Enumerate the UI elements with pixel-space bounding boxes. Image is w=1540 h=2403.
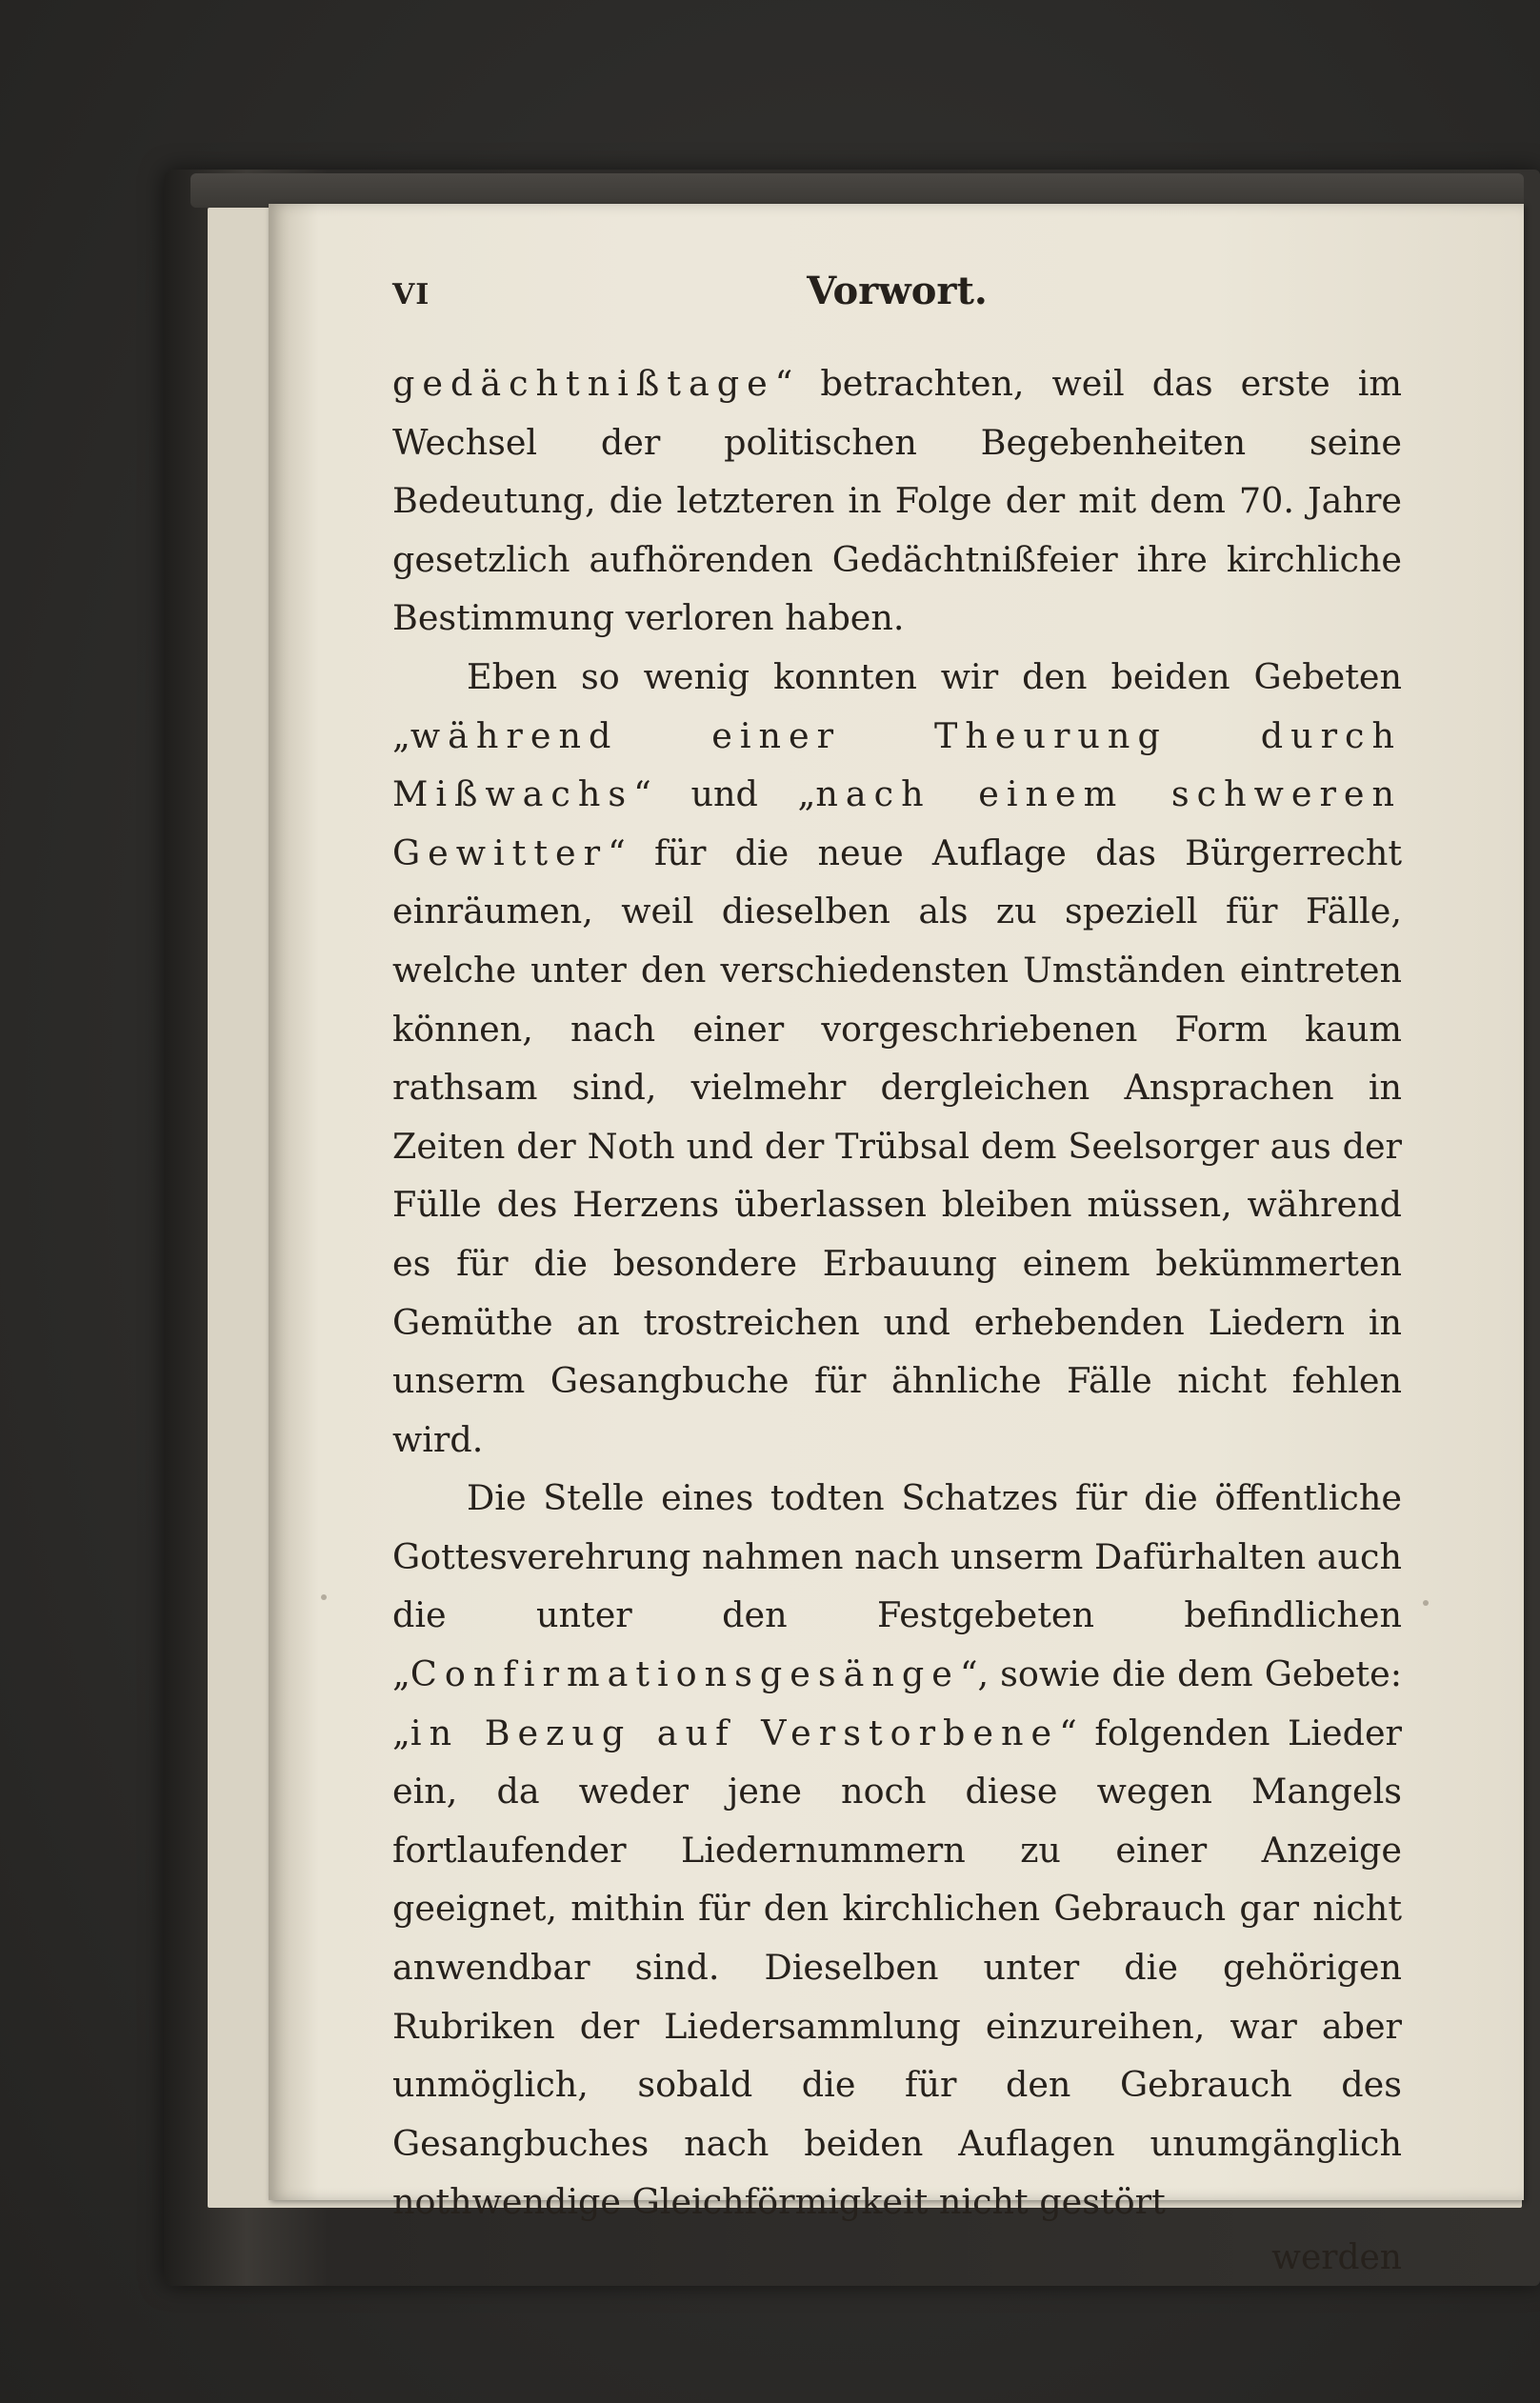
spaced-emphasis: Confirmationsgesänge <box>410 1653 960 1695</box>
body-text <box>392 354 1402 2232</box>
catchword: werden <box>1271 2238 1402 2277</box>
text-run: “ betrachten, weil das erste im Wechsel der politischen Begebenheiten seine Bedeutung, die letzteren in Folge der mit dem 70. Jahre gesetzlich aufhörenden Gedächtnißfeier ihre kirchliche Bestimmung verloren haben. <box>392 363 1402 639</box>
text-run: “ für die neue Auflage das Bürgerrecht einräumen, weil dieselben als zu speziell für Fälle, welche unter den verschiedensten Umständen eintreten können, nach einer vorgeschriebenen Form kaum rathsam sind, vielmehr dergleichen Ansprachen in Zeiten der Noth und der Trübsal dem Seelsorger aus der Fülle des Herzens überlassen bleiben müssen, während es für die besondere Erbauung einem bekümmerten Gemüthe an trostreichen und erhebenden Liedern in unserm Gesangbuche für ähnliche Fälle nicht fehlen wird. <box>392 831 1402 1460</box>
text-run: “ und „ <box>633 773 816 815</box>
book-cover-top-edge <box>190 173 1524 208</box>
text-run: Eben so wenig konnten wir den beiden Gebeten „ <box>392 655 1402 756</box>
page-header <box>392 261 1402 328</box>
book-page <box>269 204 1524 2277</box>
spaced-emphasis: gedächtnißtage <box>392 363 775 404</box>
paper-speck <box>321 1594 327 1600</box>
spaced-emphasis: während einer Theurung durch Mißwachs <box>392 714 1402 815</box>
running-title: Vorwort. <box>807 269 988 313</box>
page-number: VI <box>392 278 430 311</box>
page-content <box>392 261 1402 2277</box>
text-run: Die Stelle eines todten Schatzes für die öffentliche Gottesverehrung nahmen nach unserm Dafürhalten auch die unter den Festgebeten befindlichen „ <box>392 1477 1402 1695</box>
paragraph-1 <box>392 354 1402 648</box>
spaced-emphasis: in Bezug auf Verstorbene <box>410 1712 1060 1753</box>
spaced-emphasis: nach einem schweren Gewitter <box>392 773 1402 873</box>
text-run: “, sowie die dem Gebete: „ <box>392 1653 1402 1753</box>
paragraph-3 <box>392 1469 1402 2232</box>
paragraph-2 <box>392 648 1402 1469</box>
paper-speck <box>1423 1600 1429 1606</box>
text-run: “ folgenden Lieder ein, da weder jene noch diese wegen Mangels fortlaufender Liedernummern zu einer Anzeige geeignet, mithin für den kirchlichen Gebrauch gar nicht anwendbar sind. Dieselben unter die gehörigen Rubriken der Liedersammlung einzureihen, war aber unmöglich, sobald die für den Gebrauch des Gesangbuches nach beiden Auflagen unumgänglich nothwendige Gleichförmigkeit nicht gestört <box>392 1712 1402 2223</box>
